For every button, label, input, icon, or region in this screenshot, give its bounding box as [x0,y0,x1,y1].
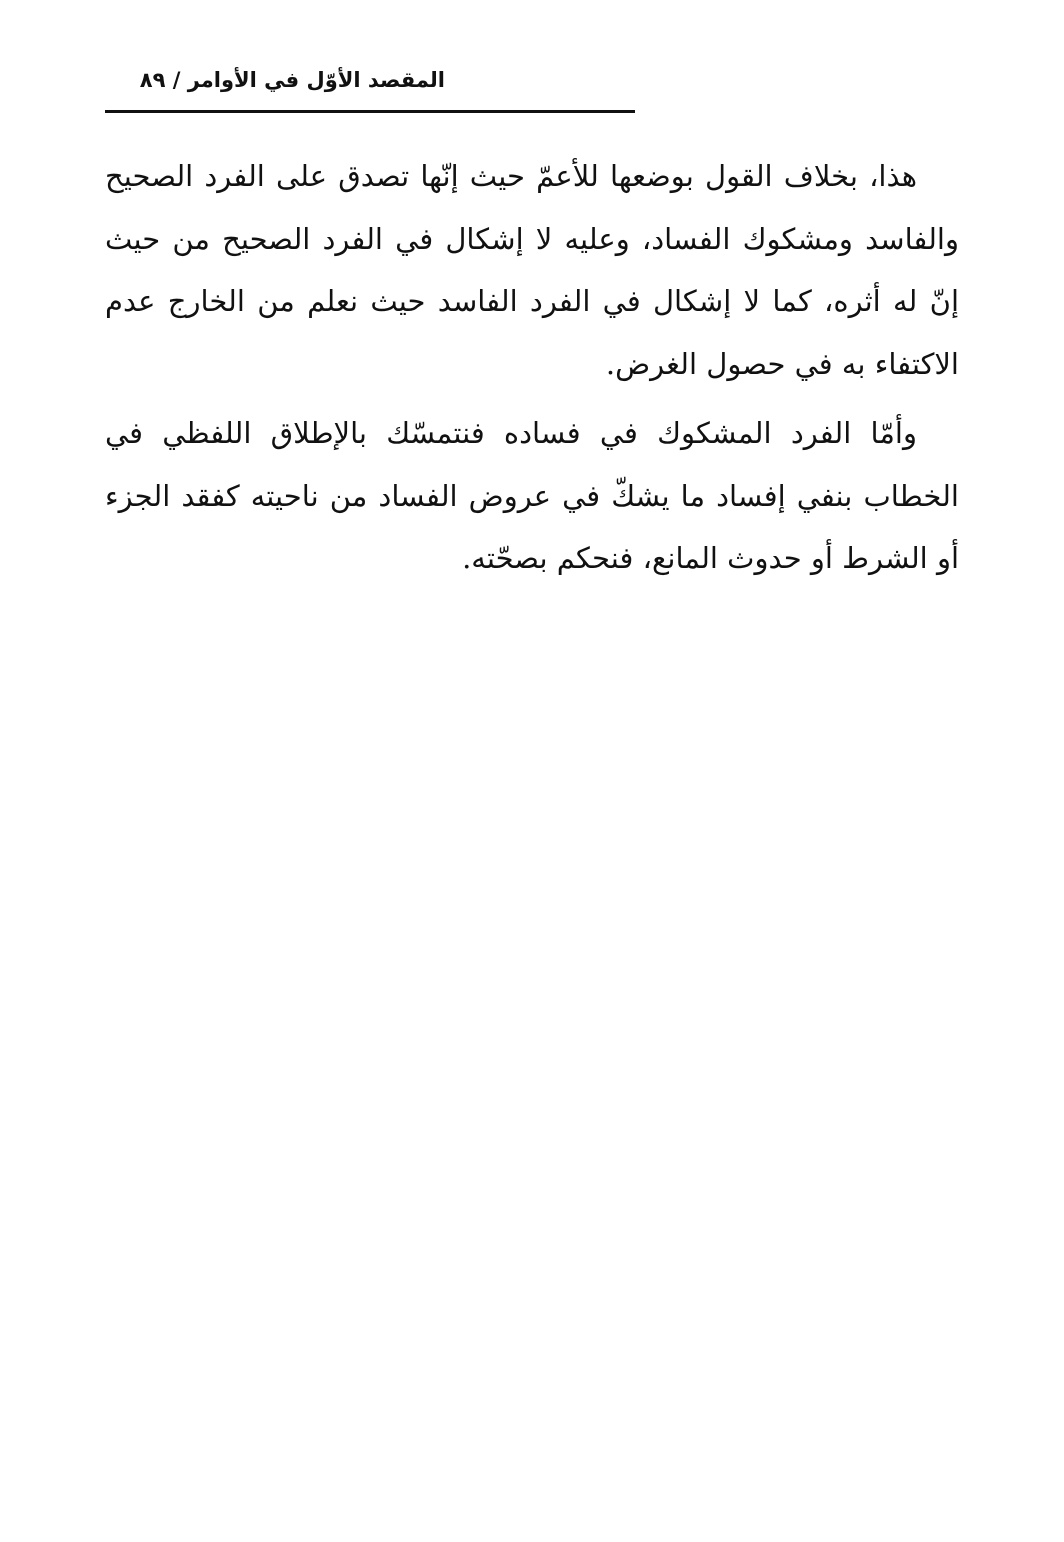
page-body [105,145,959,590]
paragraph-2: وأمّا الفرد المشكوك في فساده فنتمسّك بالإطلاق اللفظي في الخطاب بنفي إفساد ما يشكّ في عروض الفساد من ناحيته كفقد الجزء أو الشرط أو حدوث المانع، فنحكم بصحّته. [105,416,959,575]
running-header: المقصد الأوّل في الأوامر / ٨٩ [139,68,445,92]
header-divider [105,110,635,113]
paragraph-1: هذا، بخلاف القول بوضعها للأعمّ حيث إنّها تصدق على الفرد الصحيح والفاسد ومشكوك الفساد، وعليه لا إشكال في الفرد الصحيح من حيث إنّ له أثره، كما لا إشكال في الفرد الفاسد حيث نعلم من الخارج عدم الاكتفاء به في حصول الغرض. [105,159,959,381]
